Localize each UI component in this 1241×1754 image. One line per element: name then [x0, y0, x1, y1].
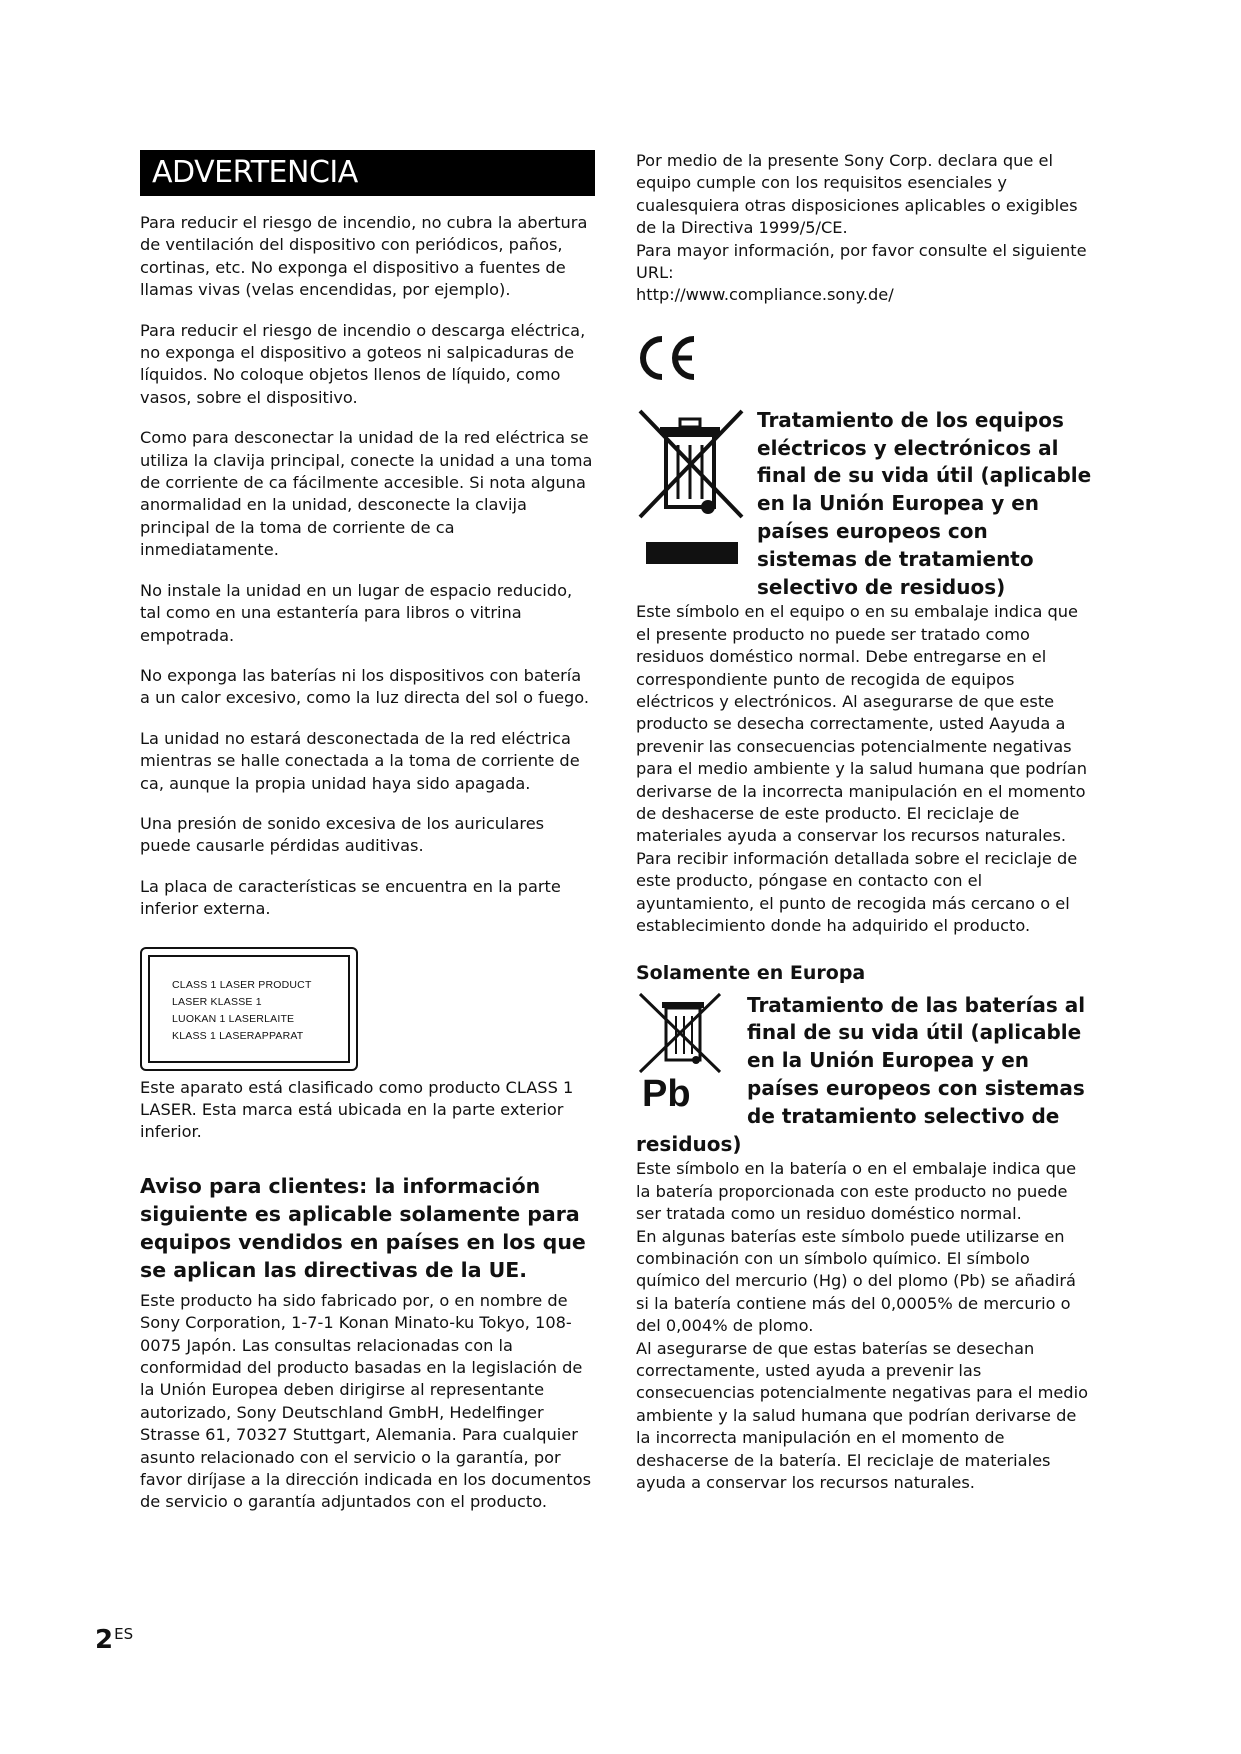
battery-heading: Tratamiento de las baterías al final de su vida útil (aplicable en la Unión Europea y en países europeos con sistemas de tratamiento selectivo de residuos)	[636, 992, 1086, 1156]
warning-paragraph: Para reducir el riesgo de incendio o descarga eléctrica, no exponga el dispositivo a goteos ni salpicaduras de líquidos. No coloque objetos llenos de líquido, como vasos, sobre el dispositivo.	[140, 320, 586, 407]
europe-only-heading: Solamente en Europa	[636, 961, 866, 984]
warning-paragraph: Una presión de sonido excesiva de los auriculares puede causarle pérdidas auditivas.	[140, 813, 545, 856]
language-code: ES	[114, 1625, 134, 1643]
laser-label	[140, 947, 358, 1071]
warning-paragraph: La placa de características se encuentra en la parte inferior externa.	[140, 876, 561, 919]
laser-label-line: LASER KLASSE 1	[172, 995, 262, 1008]
laser-label-line: LUOKAN 1 LASERLAITE	[172, 1012, 295, 1025]
battery-text: Al asegurarse de que estas baterías se desechan correctamente, usted ayuda a prevenir las consecuencias potencialmente negativas para el medio ambiente y la salud humana que podrían derivarse de la incorrecta manipulación en el momento de deshacerse de la batería. El reciclaje de materiales ayuda a conservar los recursos naturales.	[636, 1338, 1088, 1492]
page-number	[95, 1625, 133, 1655]
weee-section	[636, 407, 1094, 602]
laser-description: Este aparato está clasificado como producto CLASS 1 LASER. Esta marca está ubicada en la parte exterior inferior.	[140, 1077, 574, 1142]
right-column	[636, 150, 1094, 1494]
laser-label-line: CLASS 1 LASER PRODUCT	[172, 978, 312, 991]
more-info-text: Para mayor información, por favor consulte el siguiente URL:	[636, 240, 1087, 283]
left-column	[140, 150, 595, 1514]
laser-label-line: KLASS 1 LASERAPPARAT	[172, 1029, 304, 1042]
warning-paragraph: No instale la unidad en un lugar de espacio reducido, tal como en una estantería para libros o vitrina empotrada.	[140, 580, 573, 645]
pb-label: Pb	[642, 1072, 691, 1115]
warning-paragraph: Para reducir el riesgo de incendio, no cubra la abertura de ventilación del dispositivo con periódicos, paños, cortinas, etc. No exponga el dispositivo a fuentes de llamas vivas (velas encendidas, por ejemplo).	[140, 213, 588, 300]
crossed-bin-icon	[636, 407, 751, 577]
eu-notice-heading: Aviso para clientes: la información siguiente es aplicable solamente para equipos vendidos en países en los que se aplican las directivas de la UE.	[140, 1173, 586, 1282]
warning-paragraph: La unidad no estará desconectada de la red eléctrica mientras se halle conectada a la toma de corriente de ca, aunque la propia unidad haya sido apagada.	[140, 728, 580, 793]
ce-mark-icon	[636, 333, 1094, 383]
battery-section	[636, 992, 1094, 1159]
crossed-bin-pb-icon	[636, 992, 741, 1127]
warning-title: ADVERTENCIA	[140, 150, 595, 196]
page-number-value: 2	[95, 1625, 114, 1655]
weee-heading: Tratamiento de los equipos eléctricos y electrónicos al final de su vida útil (aplicable en la Unión Europea y en países europeos con sistemas de tratamiento selectivo de residuos)	[757, 407, 1092, 599]
eu-notice-text: Este producto ha sido fabricado por, o en nombre de Sony Corporation, 1-7-1 Konan Minato-ku Tokyo, 108-0075 Japón. Las consultas relacionadas con la conformidad del producto basadas en la legislación de la Unión Europea deben dirigirse al representante autorizado, Sony Deutschland GmbH, Hedelfinger Strasse 61, 70327 Stuttgart, Alemania. Para cualquier asunto relacionado con el servicio o la garantía, por favor diríjase a la dirección indicada en los documentos de servicio o garantía adjuntados con el producto.	[140, 1290, 592, 1512]
declaration-text: Por medio de la presente Sony Corp. declara que el equipo cumple con los requisitos esenciales y cualesquiera otras disposiciones aplicables o exigibles de la Directiva 1999/5/CE.	[636, 151, 1078, 238]
weee-text: Este símbolo en el equipo o en su embalaje indica que el presente producto no puede ser tratado como residuos doméstico normal. Debe entregarse en el correspondiente punto de recogida de equipos eléctricos y electrónicos. Al asegurarse de que este producto se desecha correctamente, usted Aayuda a prevenir las consecuencias potencialmente negativas para el medio ambiente y la salud humana que podrían derivarse de la incorrecta manipulación en el momento de deshacerse de este producto. El reciclaje de materiales ayuda a conservar los recursos naturales. Para recibir información detallada sobre el reciclaje de este producto, póngase en contacto con el ayuntamiento, el punto de recogida más cercano o el establecimiento donde ha adquirido el producto.	[636, 602, 1087, 936]
compliance-url: http://www.compliance.sony.de/	[636, 285, 894, 305]
warning-paragraph: Como para desconectar la unidad de la red eléctrica se utiliza la clavija principal, conecte la unidad a una toma de corriente de ca fácilmente accesible. Si nota alguna anormalidad en la unidad, desconecte la clavija principal de la toma de corriente de ca inmediatamente.	[140, 428, 593, 560]
warning-paragraph: No exponga las baterías ni los dispositivos con batería a un calor excesivo, como la luz directa del sol o fuego.	[140, 665, 590, 708]
battery-text: En algunas baterías este símbolo puede utilizarse en combinación con un símbolo químico. El símbolo químico del mercurio (Hg) o del plomo (Pb) se añadirá si la batería contiene más del 0,0005% de mercurio o del 0,004% de plomo.	[636, 1226, 1076, 1336]
battery-text: Este símbolo en la batería o en el embalaje indica que la batería proporcionada con este producto no puede ser tratada como un residuo doméstico normal.	[636, 1159, 1077, 1224]
